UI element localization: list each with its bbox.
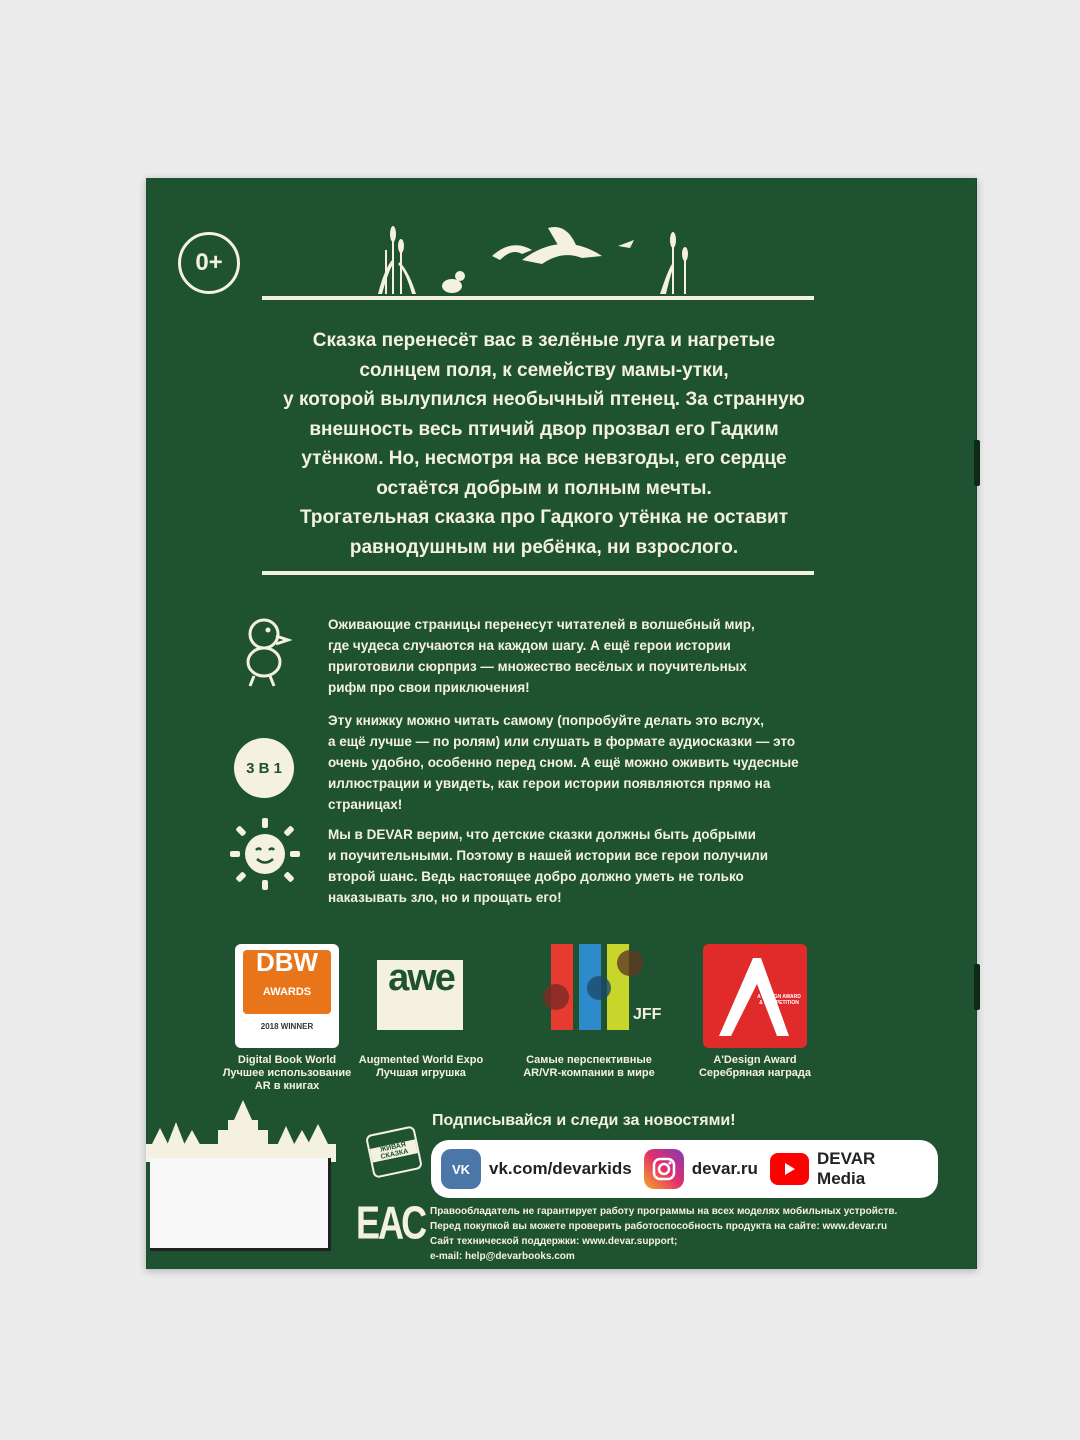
page-tab [974,964,980,1010]
subscribe-text: Подписывайся и следи за новостями! [432,1112,736,1129]
award-jff: JFF Самые перспективные AR/VR-компании в мире [514,944,664,1080]
divider-top [262,296,814,300]
divider-middle [262,571,814,575]
duckling-icon [240,614,292,690]
youtube-icon [770,1153,809,1185]
feature-kindness: Мы в DEVAR верим, что детские сказки должны быть добрыми и поучительными. Поэтому в нашей истории все герои получили второй шанс. Ведь настоящее добро должно уметь не только наказывать зло, но и прощать его! [328,827,768,905]
birds-reeds-illustration [372,220,712,298]
feature-three-in-one: Эту книжку можно читать самому (попробуйте делать это вслух, а ещё лучше — по ролям) или слушать в формате аудиосказки — это очень удобно, особенно перед сном. А ещё можно оживить чудесные иллюстрации и увидеть, как герои истории появляются прямо на страницах! [328,713,799,812]
awe-logo: awe [369,944,473,1048]
barcode-area [150,1158,331,1251]
castle-forest-silhouette [146,1100,336,1162]
social-links-bar [431,1140,938,1198]
dbw-logo: DBW AWARDS 2018 WINNER [235,944,339,1048]
vk-icon: VK [441,1149,481,1189]
feature-live-pages: Оживающие страницы перенесут читателей в волшебный мир, где чудеса случаются на каждом шагу. А ещё герои истории приготовили сюрприз — множество весёлых и поучительных рифм про свои приключения! [328,617,755,695]
age-rating: 0+ [178,232,240,294]
jff-logo: JFF [523,944,655,1048]
sun-icon [230,814,300,890]
legal-text: Правообладатель не гарантирует работу программы на всех моделях мобильных устройств. Перед покупкой вы можете проверить работоспособность продукта на сайте: www.devar.ru Сайт технической поддержки: www.devar.support; e-mail: help@devarbooks.com [430,1206,898,1262]
page-tab [974,440,980,486]
adesign-logo: A'DESIGN AWARD & COMPETITION [703,944,807,1048]
three-in-one-badge: 3 В 1 [234,738,294,798]
youtube-link[interactable]: DEVAR Media [770,1149,916,1189]
intro-text: Сказка перенесёт вас в зелёные луга и нагретые солнцем поля, к семейству мамы-утки, у которой вылупился необычный птенец. За странную внешность весь птичий двор прозвал его Гадким утёнком. Но, несмотря на все невзгоды, его сердце остаётся добрым и полным мечты. Трогательная сказка про Гадкого утёнка не оставит равнодушным ни ребёнка, ни взрослого. [283,330,805,558]
award-dbw: DBW AWARDS 2018 WINNER Digital Book World Лучшее использование AR в книгах [212,944,362,1093]
book-back-cover [146,178,977,1269]
eac-mark: ЕАС [356,1195,426,1249]
award-adesign: A'DESIGN AWARD & COMPETITION A'Design Award Серебряная награда [680,944,830,1080]
instagram-link[interactable]: devar.ru [644,1149,758,1189]
award-awe: awe Augmented World Expo Лучшая игрушка [346,944,496,1080]
live-fairytale-badge: ЖИВАЯ СКАЗКА [365,1125,423,1178]
vk-link[interactable]: VK vk.com/devarkids [441,1149,632,1189]
instagram-icon [644,1149,684,1189]
